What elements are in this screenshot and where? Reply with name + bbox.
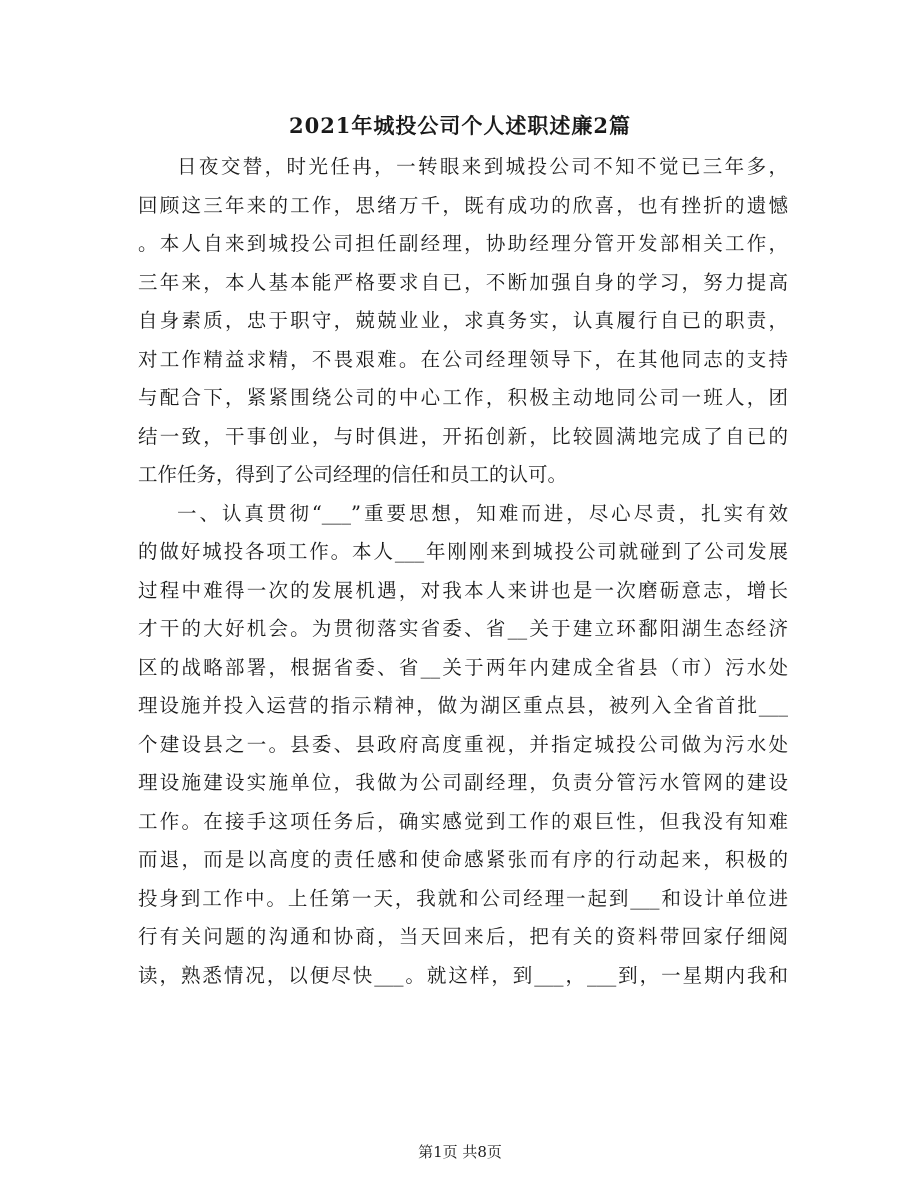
text-line: 自身素质，忠于职守，兢兢业业，求真务实，认真履行自已的职责， (138, 309, 788, 332)
text-line: 而退，而是以高度的责任感和使命感紧张而有序的行动起来，积极的 (138, 848, 788, 871)
text-line: 理设施并投入运营的指示精神，做为湖区重点县，被列入全省首批___ (138, 694, 788, 717)
text-line: 对工作精益求精，不畏艰难。在公司经理领导下，在其他同志的支持 (138, 347, 788, 371)
text-line: 行有关问题的沟通和协商，当天回来后，把有关的资料带回家仔细阅 (138, 925, 788, 948)
text-line: 日夜交替，时光任冉，一转眼来到城投公司不知不觉已三年多， (177, 155, 788, 178)
text-line: 工作任务，得到了公司经理的信任和员工的认可。 (138, 463, 568, 486)
text-line: 。本人自来到城投公司担任副经理，协助经理分管开发部相关工作， (138, 232, 788, 255)
text-line: 过程中难得一次的发展机遇，对我本人来讲也是一次磨砺意志，增长 (138, 578, 788, 602)
text-line: 理设施建设实施单位，我做为公司副经理，负责分管污水管网的建设 (138, 771, 788, 794)
document-title: 2021年城投公司个人述职述廉2篇 (288, 113, 632, 138)
text-line: 投身到工作中。上任第一天，我就和公司经理一起到___和设计单位进 (138, 886, 788, 910)
text-line: 区的战略部署，根据省委、省__关于两年内建成全省县（市）污水处 (138, 655, 788, 679)
text-line: 读，熟悉情况，以便尽快___。就这样，到___，___到，一星期内我和 (138, 963, 788, 987)
text-line: 三年来，本人基本能严格要求自已，不断加强自身的学习，努力提高 (138, 270, 788, 294)
page-indicator: 第1页 共8页 (418, 1143, 502, 1161)
text-line: 工作。在接手这项任务后，确实感觉到工作的艰巨性，但我没有知难 (138, 809, 788, 833)
text-line: 一、认真贯彻“___”重要思想，知难而进，尽心尽责，扎实有效 (177, 501, 788, 525)
text-line: 才干的大好机会。为贯彻落实省委、省__关于建立环鄱阳湖生态经济 (138, 617, 788, 640)
document-body (138, 148, 788, 995)
text-line: 的做好城投各项工作。本人___年刚刚来到城投公司就碰到了公司发展 (138, 540, 788, 563)
text-line: 回顾这三年来的工作，思绪万千，既有成功的欣喜，也有挫折的遗憾 (138, 193, 788, 217)
text-line: 与配合下，紧紧围绕公司的中心工作，积极主动地同公司一班人，团 (138, 386, 788, 409)
text-line: 结一致，干事创业，与时俱进，开拓创新，比较圆满地完成了自已的 (138, 424, 788, 448)
text-line: 个建设县之一。县委、县政府高度重视，并指定城投公司做为污水处 (138, 732, 788, 756)
